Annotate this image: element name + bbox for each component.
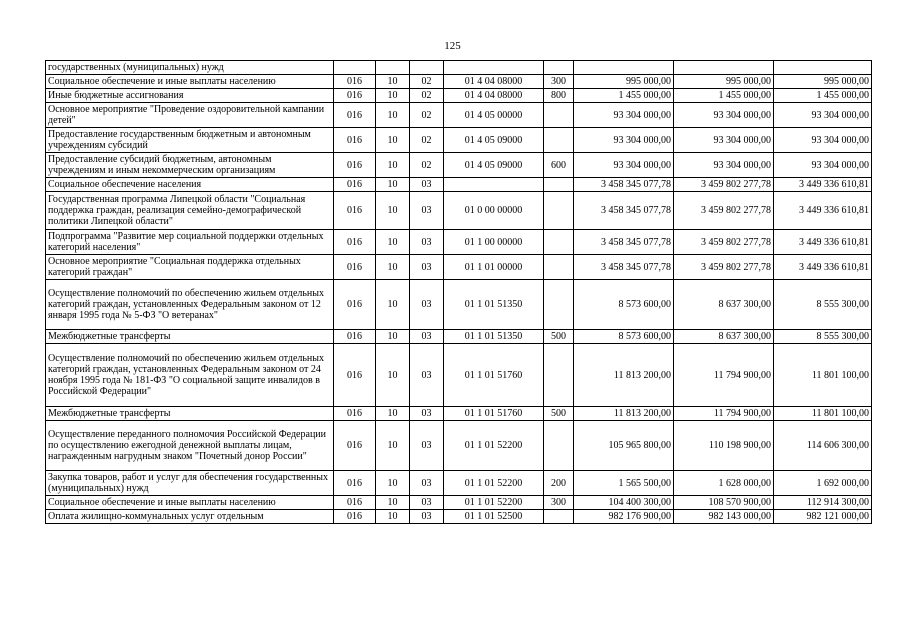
section-code-cell: 10: [376, 192, 410, 230]
amount-year2-cell: 108 570 900,00: [674, 496, 774, 510]
amount-year3-cell: 93 304 000,00: [774, 153, 872, 178]
subsection-code-cell: [410, 61, 444, 75]
target-article-cell: 01 4 05 09000: [444, 128, 544, 153]
amount-year3-cell: 982 121 000,00: [774, 510, 872, 524]
expense-type-cell: 300: [544, 75, 574, 89]
expense-type-cell: 600: [544, 153, 574, 178]
expense-type-cell: 800: [544, 89, 574, 103]
amount-year2-cell: 8 637 300,00: [674, 330, 774, 344]
row-name-cell: Подпрограмма "Развитие мер социальной поддержки отдельных категорий населения": [46, 230, 334, 255]
expense-type-cell: 500: [544, 330, 574, 344]
table-row: [46, 471, 872, 496]
department-code-cell: 016: [334, 330, 376, 344]
row-name-cell: Основное мероприятие "Социальная поддержка отдельных категорий граждан": [46, 255, 334, 280]
row-name-cell: Иные бюджетные ассигнования: [46, 89, 334, 103]
amount-year3-cell: 3 449 336 610,81: [774, 178, 872, 192]
expense-type-cell: [544, 128, 574, 153]
table-row: [46, 407, 872, 421]
expense-type-cell: [544, 230, 574, 255]
row-name-cell: Осуществление полномочий по обеспечению жильем отдельных категорий граждан, установленных Федеральным законом от 24 ноября 1995 года № 181-ФЗ "О социальной защите инвалидов в Российской Федерации": [46, 344, 334, 407]
amount-year2-cell: 110 198 900,00: [674, 421, 774, 471]
section-code-cell: 10: [376, 230, 410, 255]
amount-year1-cell: 93 304 000,00: [574, 103, 674, 128]
amount-year2-cell: 3 459 802 277,78: [674, 178, 774, 192]
amount-year2-cell: 93 304 000,00: [674, 128, 774, 153]
target-article-cell: 01 1 00 00000: [444, 230, 544, 255]
subsection-code-cell: 03: [410, 510, 444, 524]
row-name-cell: государственных (муниципальных) нужд: [46, 61, 334, 75]
expense-type-cell: [544, 421, 574, 471]
expense-type-cell: [544, 280, 574, 330]
amount-year3-cell: 995 000,00: [774, 75, 872, 89]
amount-year3-cell: 93 304 000,00: [774, 128, 872, 153]
amount-year3-cell: 3 449 336 610,81: [774, 230, 872, 255]
amount-year3-cell: 114 606 300,00: [774, 421, 872, 471]
amount-year1-cell: 104 400 300,00: [574, 496, 674, 510]
amount-year3-cell: 3 449 336 610,81: [774, 192, 872, 230]
expense-type-cell: [544, 178, 574, 192]
expense-type-cell: [544, 192, 574, 230]
amount-year2-cell: 3 459 802 277,78: [674, 230, 774, 255]
amount-year1-cell: 93 304 000,00: [574, 153, 674, 178]
amount-year2-cell: [674, 61, 774, 75]
department-code-cell: 016: [334, 103, 376, 128]
amount-year1-cell: 995 000,00: [574, 75, 674, 89]
subsection-code-cell: 02: [410, 153, 444, 178]
department-code-cell: 016: [334, 230, 376, 255]
table-row: [46, 89, 872, 103]
subsection-code-cell: 03: [410, 255, 444, 280]
department-code-cell: 016: [334, 280, 376, 330]
table-row: [46, 128, 872, 153]
department-code-cell: 016: [334, 89, 376, 103]
target-article-cell: [444, 178, 544, 192]
amount-year3-cell: 93 304 000,00: [774, 103, 872, 128]
row-name-cell: Социальное обеспечение и иные выплаты населению: [46, 75, 334, 89]
subsection-code-cell: 03: [410, 280, 444, 330]
target-article-cell: 01 1 01 52200: [444, 421, 544, 471]
row-name-cell: Осуществление полномочий по обеспечению жильем отдельных категорий граждан, установленных Федеральным законом от 12 января 1995 года № 5-ФЗ "О ветеранах": [46, 280, 334, 330]
table-row: [46, 61, 872, 75]
target-article-cell: 01 1 01 51350: [444, 330, 544, 344]
amount-year2-cell: 11 794 900,00: [674, 407, 774, 421]
amount-year1-cell: 8 573 600,00: [574, 280, 674, 330]
target-article-cell: 01 1 01 51350: [444, 280, 544, 330]
expense-type-cell: [544, 255, 574, 280]
amount-year1-cell: 93 304 000,00: [574, 128, 674, 153]
department-code-cell: 016: [334, 510, 376, 524]
row-name-cell: Предоставление государственным бюджетным и автономным учреждениям субсидий: [46, 128, 334, 153]
target-article-cell: 01 4 04 08000: [444, 75, 544, 89]
target-article-cell: 01 1 01 52200: [444, 496, 544, 510]
amount-year2-cell: 982 143 000,00: [674, 510, 774, 524]
section-code-cell: 10: [376, 496, 410, 510]
amount-year1-cell: 3 458 345 077,78: [574, 178, 674, 192]
table-row: [46, 75, 872, 89]
section-code-cell: 10: [376, 103, 410, 128]
row-name-cell: Оплата жилищно-коммунальных услуг отдельным: [46, 510, 334, 524]
budget-table: [45, 60, 872, 524]
amount-year3-cell: 3 449 336 610,81: [774, 255, 872, 280]
department-code-cell: 016: [334, 496, 376, 510]
row-name-cell: Социальное обеспечение и иные выплаты населению: [46, 496, 334, 510]
section-code-cell: 10: [376, 344, 410, 407]
subsection-code-cell: 03: [410, 407, 444, 421]
department-code-cell: 016: [334, 153, 376, 178]
target-article-cell: 01 0 00 00000: [444, 192, 544, 230]
target-article-cell: 01 1 01 52500: [444, 510, 544, 524]
expense-type-cell: 500: [544, 407, 574, 421]
amount-year1-cell: 1 455 000,00: [574, 89, 674, 103]
amount-year3-cell: 112 914 300,00: [774, 496, 872, 510]
department-code-cell: 016: [334, 192, 376, 230]
department-code-cell: 016: [334, 128, 376, 153]
amount-year1-cell: 3 458 345 077,78: [574, 230, 674, 255]
expense-type-cell: 300: [544, 496, 574, 510]
department-code-cell: 016: [334, 407, 376, 421]
row-name-cell: Социальное обеспечение населения: [46, 178, 334, 192]
row-name-cell: Предоставление субсидий бюджетным, автономным учреждениям и иным некоммерческим организациям: [46, 153, 334, 178]
row-name-cell: Межбюджетные трансферты: [46, 330, 334, 344]
amount-year1-cell: 1 565 500,00: [574, 471, 674, 496]
subsection-code-cell: 03: [410, 178, 444, 192]
target-article-cell: 01 4 05 00000: [444, 103, 544, 128]
section-code-cell: 10: [376, 421, 410, 471]
table-row: [46, 330, 872, 344]
amount-year2-cell: 93 304 000,00: [674, 103, 774, 128]
table-row: [46, 496, 872, 510]
row-name-cell: Государственная программа Липецкой области "Социальная поддержка граждан, реализация семейно-демографической политики Липецкой области": [46, 192, 334, 230]
department-code-cell: 016: [334, 421, 376, 471]
section-code-cell: 10: [376, 255, 410, 280]
target-article-cell: 01 1 01 51760: [444, 407, 544, 421]
amount-year1-cell: 982 176 900,00: [574, 510, 674, 524]
amount-year1-cell: 8 573 600,00: [574, 330, 674, 344]
subsection-code-cell: 03: [410, 421, 444, 471]
table-row: [46, 103, 872, 128]
section-code-cell: 10: [376, 128, 410, 153]
amount-year3-cell: 8 555 300,00: [774, 280, 872, 330]
subsection-code-cell: 03: [410, 471, 444, 496]
department-code-cell: 016: [334, 75, 376, 89]
table-row: [46, 192, 872, 230]
amount-year3-cell: 8 555 300,00: [774, 330, 872, 344]
amount-year2-cell: 3 459 802 277,78: [674, 255, 774, 280]
section-code-cell: 10: [376, 510, 410, 524]
amount-year1-cell: [574, 61, 674, 75]
section-code-cell: 10: [376, 330, 410, 344]
amount-year2-cell: 3 459 802 277,78: [674, 192, 774, 230]
row-name-cell: Основное мероприятие "Проведение оздоровительной кампании детей": [46, 103, 334, 128]
amount-year1-cell: 105 965 800,00: [574, 421, 674, 471]
section-code-cell: 10: [376, 89, 410, 103]
section-code-cell: 10: [376, 153, 410, 178]
target-article-cell: 01 1 01 00000: [444, 255, 544, 280]
amount-year2-cell: 1 628 000,00: [674, 471, 774, 496]
table-row: [46, 344, 872, 407]
subsection-code-cell: 02: [410, 89, 444, 103]
amount-year3-cell: 1 455 000,00: [774, 89, 872, 103]
amount-year2-cell: 93 304 000,00: [674, 153, 774, 178]
amount-year3-cell: 1 692 000,00: [774, 471, 872, 496]
table-row: [46, 255, 872, 280]
table-row: [46, 178, 872, 192]
target-article-cell: [444, 61, 544, 75]
target-article-cell: 01 4 05 09000: [444, 153, 544, 178]
table-row: [46, 421, 872, 471]
page-number: 125: [444, 40, 461, 52]
amount-year3-cell: 11 801 100,00: [774, 407, 872, 421]
section-code-cell: 10: [376, 178, 410, 192]
expense-type-cell: [544, 103, 574, 128]
expense-type-cell: [544, 510, 574, 524]
amount-year2-cell: 11 794 900,00: [674, 344, 774, 407]
table-row: [46, 230, 872, 255]
department-code-cell: [334, 61, 376, 75]
department-code-cell: 016: [334, 178, 376, 192]
section-code-cell: 10: [376, 75, 410, 89]
subsection-code-cell: 03: [410, 344, 444, 407]
amount-year2-cell: 8 637 300,00: [674, 280, 774, 330]
subsection-code-cell: 03: [410, 496, 444, 510]
target-article-cell: 01 1 01 51760: [444, 344, 544, 407]
subsection-code-cell: 02: [410, 103, 444, 128]
subsection-code-cell: 03: [410, 330, 444, 344]
row-name-cell: Закупка товаров, работ и услуг для обеспечения государственных (муниципальных) нужд: [46, 471, 334, 496]
amount-year2-cell: 1 455 000,00: [674, 89, 774, 103]
expense-type-cell: 200: [544, 471, 574, 496]
subsection-code-cell: 03: [410, 192, 444, 230]
department-code-cell: 016: [334, 255, 376, 280]
amount-year1-cell: 3 458 345 077,78: [574, 192, 674, 230]
subsection-code-cell: 03: [410, 230, 444, 255]
table-row: [46, 510, 872, 524]
amount-year1-cell: 11 813 200,00: [574, 344, 674, 407]
section-code-cell: 10: [376, 407, 410, 421]
amount-year3-cell: 11 801 100,00: [774, 344, 872, 407]
amount-year1-cell: 11 813 200,00: [574, 407, 674, 421]
amount-year3-cell: [774, 61, 872, 75]
target-article-cell: 01 1 01 52200: [444, 471, 544, 496]
table-body: [46, 61, 872, 524]
row-name-cell: Межбюджетные трансферты: [46, 407, 334, 421]
table-row: [46, 153, 872, 178]
section-code-cell: [376, 61, 410, 75]
table-row: [46, 280, 872, 330]
section-code-cell: 10: [376, 280, 410, 330]
expense-type-cell: [544, 61, 574, 75]
amount-year1-cell: 3 458 345 077,78: [574, 255, 674, 280]
expense-type-cell: [544, 344, 574, 407]
department-code-cell: 016: [334, 471, 376, 496]
amount-year2-cell: 995 000,00: [674, 75, 774, 89]
row-name-cell: Осуществление переданного полномочия Российской Федерации по осуществлению ежегодной денежной выплаты лицам, награжденным нагрудным знаком "Почетный донор России": [46, 421, 334, 471]
section-code-cell: 10: [376, 471, 410, 496]
department-code-cell: 016: [334, 344, 376, 407]
subsection-code-cell: 02: [410, 75, 444, 89]
subsection-code-cell: 02: [410, 128, 444, 153]
target-article-cell: 01 4 04 08000: [444, 89, 544, 103]
